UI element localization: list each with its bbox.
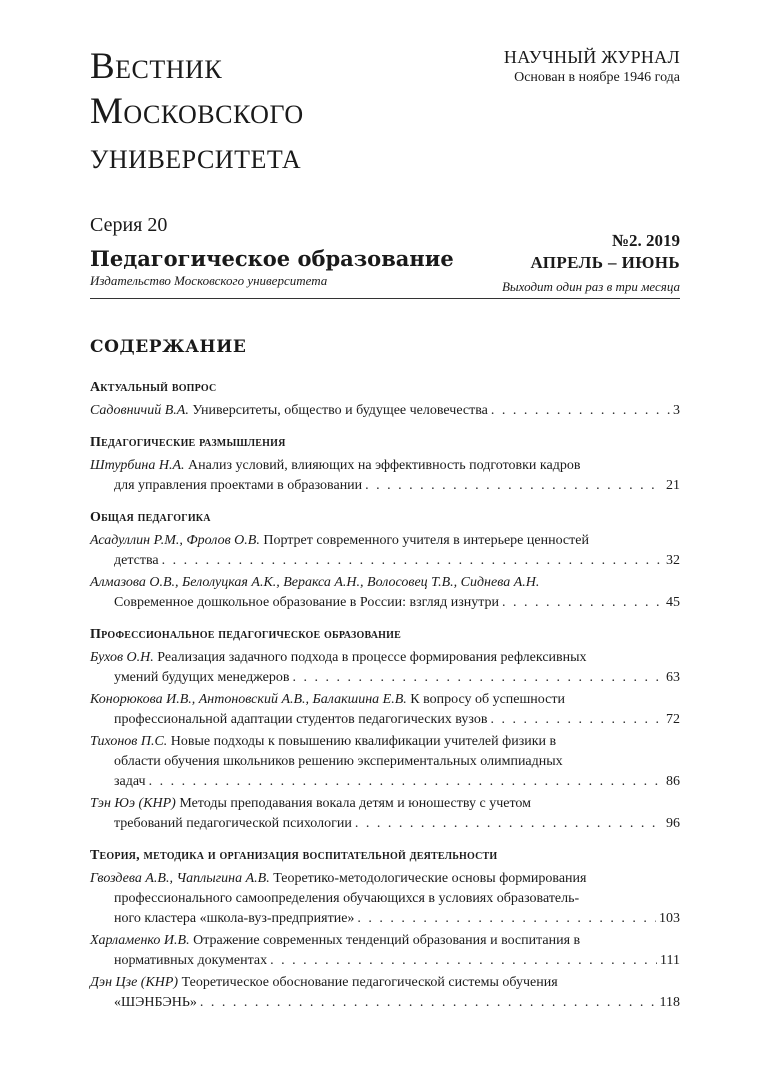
dot-leader: [502, 593, 663, 613]
toc-section-title: Актуальный вопрос: [90, 380, 217, 395]
series-name: Педагогическое образование: [90, 246, 454, 271]
issue-info: [502, 230, 680, 296]
journal-info: [504, 46, 680, 88]
entry-title-line: профессионального самоопределения обучающихся в условиях образователь-: [114, 891, 580, 906]
entry-title: Портрет современного учителя в интерьере ценностей: [259, 533, 589, 548]
entry-authors: Тэн Юэ (КНР): [90, 796, 176, 811]
dot-leader: [293, 668, 664, 688]
toc-entry[interactable]: [90, 690, 680, 730]
entry-page-number: 32: [666, 553, 680, 568]
toc-section-title: Теория, методика и организация воспитательной деятельности: [90, 848, 498, 863]
journal-title-line-3: университета: [90, 136, 302, 177]
entry-title-line: профессиональной адаптации студентов педагогических вузов: [114, 712, 488, 727]
entry-page-number: 21: [666, 478, 680, 493]
dot-leader: [270, 951, 657, 971]
entry-authors: Садовничий В.А.: [90, 403, 189, 418]
toc-section: [90, 378, 680, 421]
entry-page-number: 72: [666, 712, 680, 727]
toc-section: [90, 625, 680, 834]
entry-title: Отражение современных тенденций образования и воспитания в: [189, 933, 581, 948]
issue-months: АПРЕЛЬ – ИЮНЬ: [530, 253, 680, 272]
toc-section: [90, 433, 680, 496]
toc-entry[interactable]: [90, 973, 680, 1013]
entry-title: Теоретическое обоснование педагогической системы обучения: [178, 975, 558, 990]
entry-authors: Харламенко И.В.: [90, 933, 190, 948]
entry-title: Теоретико-методологические основы формирования: [269, 871, 587, 886]
entry-authors: Штурбина Н.А.: [90, 458, 185, 473]
toc-entry[interactable]: [90, 732, 680, 792]
entry-title-line: требований педагогической психологии: [114, 816, 352, 831]
entry-page-number: 86: [666, 774, 680, 789]
dot-leader: [365, 476, 663, 496]
entry-authors: Алмазова О.В., Белолуцкая А.К., Веракса А.Н., Волосовец Т.В., Сиднева А.Н.: [90, 575, 540, 590]
entry-authors: Асадуллин Р.М., Фролов О.В.: [90, 533, 260, 548]
publisher: Издательство Московского университета: [90, 273, 328, 288]
header-divider: [90, 298, 680, 299]
entry-page-number: 45: [666, 595, 680, 610]
entry-page-number: 96: [666, 816, 680, 831]
toc-entry[interactable]: [90, 531, 680, 571]
entry-authors: Тихонов П.С.: [90, 734, 168, 749]
entry-title: Университеты, общество и будущее человечества: [188, 403, 488, 418]
toc-entry[interactable]: [90, 401, 680, 421]
contents-title: СОДЕРЖАНИЕ: [90, 337, 247, 357]
dot-leader: [357, 909, 656, 929]
entry-title-line: «ШЭНБЭНЬ»: [114, 995, 197, 1010]
journal-title-line-2: Московского: [90, 91, 304, 132]
toc-section: [90, 846, 680, 1013]
series-label: Серия 20: [90, 214, 168, 236]
entry-page-number: 63: [666, 670, 680, 685]
entry-title-line: области обучения школьников решению экспериментальных олимпиадных: [114, 754, 563, 769]
toc-section-title: Педагогические размышления: [90, 435, 286, 450]
entry-title: Реализация задачного подхода в процессе формирования рефлексивных: [153, 650, 587, 665]
entry-title-line: Современное дошкольное образование в России: взгляд изнутри: [114, 595, 499, 610]
journal-kind: НАУЧНЫЙ ЖУРНАЛ: [503, 47, 680, 67]
entry-title: Методы преподавания вокала детям и юношеству с учетом: [175, 796, 532, 811]
entry-page-number: 3: [673, 403, 680, 418]
entry-authors: Конорюкова И.В., Антоновский А.В., Балакшина Е.В.: [90, 692, 407, 707]
entry-page-number: 118: [659, 995, 680, 1010]
toc-entry[interactable]: [90, 869, 680, 929]
entry-authors: Гвоздева А.В., Чаплыгина А.В.: [90, 871, 270, 886]
journal-title-line-1: Вестник: [90, 46, 223, 87]
dot-leader: [491, 710, 664, 730]
entry-title-line: для управления проектами в образовании: [114, 478, 363, 493]
toc-entry[interactable]: [90, 456, 680, 496]
dot-leader: [200, 993, 657, 1013]
entry-title: К вопросу об успешности: [406, 692, 565, 707]
entry-title-line: ного кластера «школа-вуз-предприятие»: [114, 911, 355, 926]
entry-title: Анализ условий, влияющих на эффективность подготовки кадров: [184, 458, 581, 473]
toc-section: [90, 508, 680, 613]
entry-page-number: 103: [659, 911, 680, 926]
entry-title-line: задач: [114, 774, 146, 789]
entry-page-number: 111: [660, 953, 680, 968]
dot-leader: [355, 814, 663, 834]
entry-title: Новые подходы к повышению квалификации учителей физики в: [167, 734, 557, 749]
entry-title-line: умений будущих менеджеров: [114, 670, 290, 685]
entry-authors: Дэн Цзе (КНР): [90, 975, 179, 990]
dot-leader: [491, 401, 670, 421]
issue-number: №2. 2019: [611, 231, 680, 250]
toc-entry[interactable]: [90, 648, 680, 688]
dot-leader: [149, 772, 663, 792]
toc-section-title: Профессиональное педагогическое образование: [90, 627, 401, 642]
toc-section-title: Общая педагогика: [90, 510, 211, 525]
publication-frequency: Выходит один раз в три месяца: [501, 279, 680, 294]
table-of-contents: [90, 378, 680, 1025]
toc-entry[interactable]: [90, 573, 680, 613]
dot-leader: [162, 551, 663, 571]
entry-authors: Бухов О.Н.: [90, 650, 154, 665]
entry-title-line: детства: [114, 553, 159, 568]
entry-title-line: нормативных документах: [114, 953, 268, 968]
founded-date: Основан в ноябре 1946 года: [514, 70, 680, 85]
toc-entry[interactable]: [90, 931, 680, 971]
toc-entry[interactable]: [90, 794, 680, 834]
journal-title: [90, 44, 304, 179]
